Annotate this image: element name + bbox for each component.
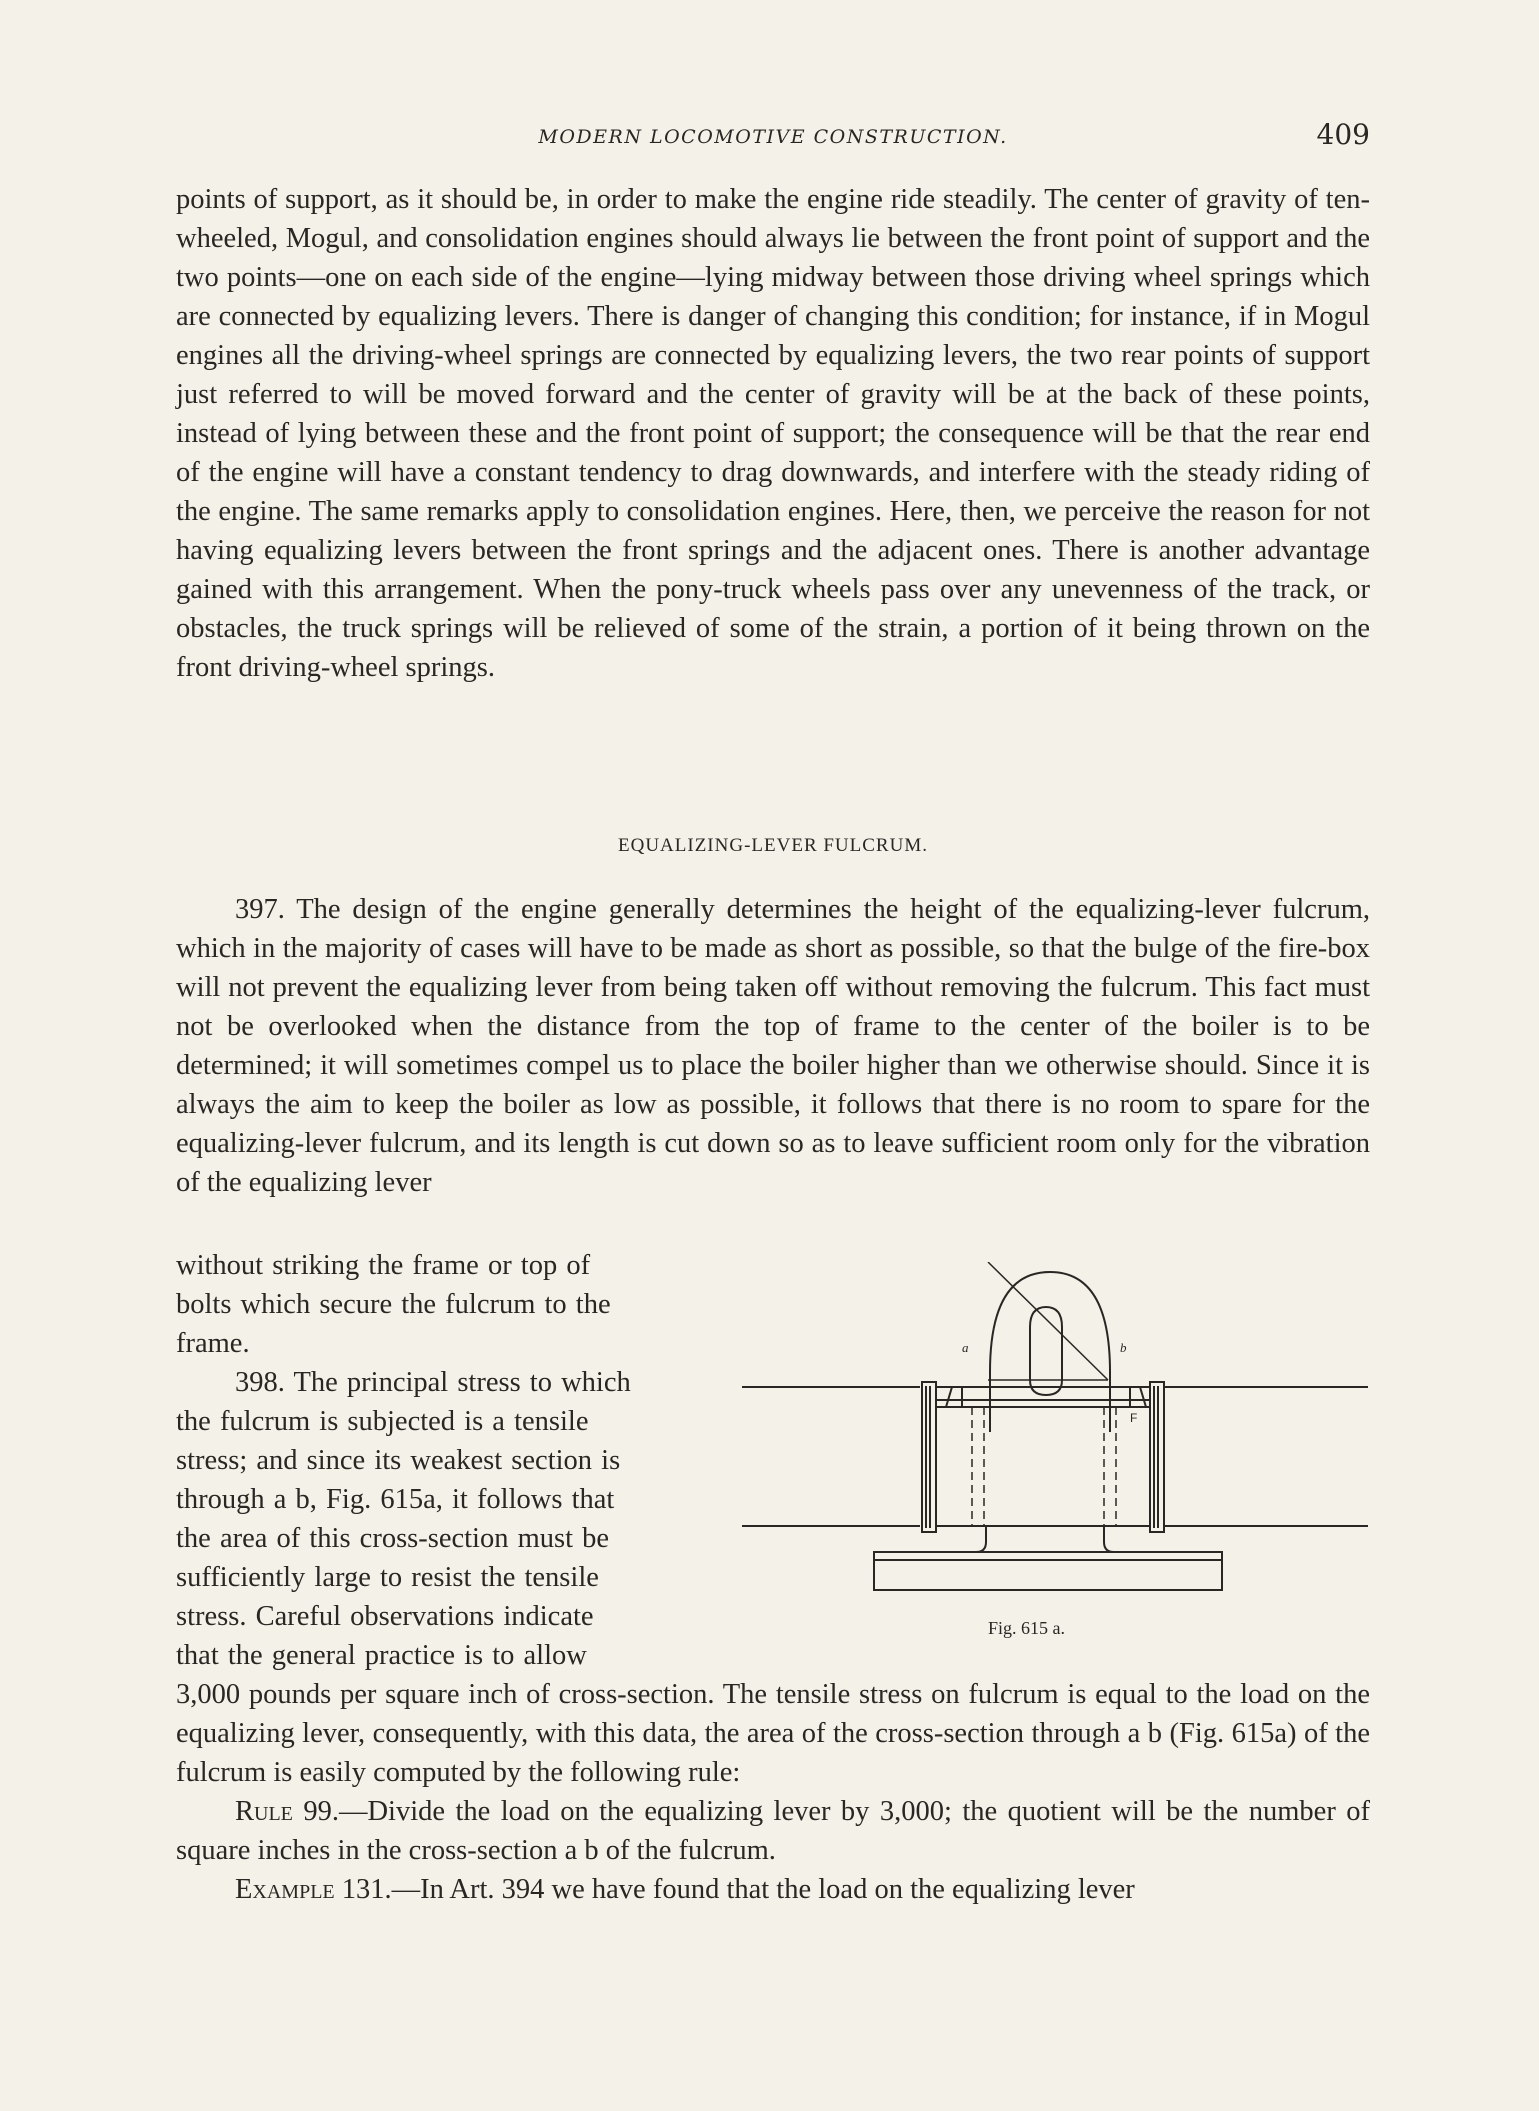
text-line: stress; and since its weakest section is bbox=[176, 1445, 621, 1476]
text-line: the fulcrum is subjected is a tensile bbox=[176, 1406, 589, 1437]
text-line: stress. Careful observations indicate bbox=[176, 1601, 594, 1632]
paragraph-398-continued bbox=[176, 1675, 1370, 1909]
paragraph-center-of-gravity bbox=[176, 180, 1370, 687]
text-line: frame. bbox=[176, 1328, 250, 1359]
frame-base-plate bbox=[874, 1552, 1222, 1590]
wrapped-text-column bbox=[176, 1246, 711, 1675]
fulcrum-right-foot bbox=[1130, 1387, 1146, 1407]
text-line: that the general practice is to allow bbox=[176, 1640, 587, 1671]
section-heading: EQUALIZING-LEVER FULCRUM. bbox=[618, 835, 928, 856]
label-f: F bbox=[1130, 1411, 1138, 1425]
label-b: b bbox=[1120, 1340, 1127, 1355]
figure-615a-fulcrum-diagram bbox=[740, 1262, 1372, 1652]
paragraph-text: 3,000 pounds per square inch of cross-section. The tensile stress on fulcrum is equal to the load on the equalizing lever, consequently, with this data, the area of the cross-section through a b (Fig. 615a) of the fulcrum is easily computed by the following rule: bbox=[176, 1679, 1370, 1788]
example-131 bbox=[176, 1870, 1370, 1909]
text-line: bolts which secure the fulcrum to the bbox=[176, 1289, 611, 1320]
page-number: 409 bbox=[1316, 118, 1370, 151]
section-line-ab bbox=[988, 1262, 1108, 1380]
paragraph-397 bbox=[176, 890, 1370, 1202]
example-text: 131.—In Art. 394 we have found that the load on the equalizing lever bbox=[341, 1874, 1135, 1905]
figure-caption: Fig. 615 a. bbox=[988, 1618, 1066, 1638]
page-header bbox=[176, 118, 1370, 158]
text-line: 398. The principal stress to which bbox=[235, 1367, 631, 1398]
rule-99 bbox=[176, 1792, 1370, 1870]
paragraph-text: points of support, as it should be, in order to make the engine ride steadily. The center of gravity of ten-wheeled, Mogul, and consolidation engines should always lie between the front point of support and the two points—one on each side of the engine—lying midway between those driving wheel springs which are connected by equalizing levers. There is danger of changing this condition; for instance, if in Mogul engines all the driving-wheel springs are connected by equalizing levers, the two rear points of support just referred to will be moved forward and the center of gravity will be at the back of these points, instead of lying between these and the front point of support; the consequence will be that the rear end of the engine will have a constant tendency to drag downwards, and interfere with the steady riding of the engine. The same remarks apply to consolidation engines. Here, then, we perceive the reason for not having equalizing levers between the front springs and the adjacent ones. There is another advantage gained with this arrangement. When the pony-truck wheels pass over any unevenness of the track, or obstacles, the truck springs will be relieved of some of the strain, a portion of it being thrown on the front driving-wheel springs. bbox=[176, 184, 1370, 683]
text-line: sufficiently large to resist the tensile bbox=[176, 1562, 599, 1593]
text-line: the area of this cross-section must be bbox=[176, 1523, 610, 1554]
paragraph-text: 397. The design of the engine generally determines the height of the equalizing-lever fulcrum, which in the majority of cases will have to be made as short as possible, so that the bulge of the fire-box will not prevent the equalizing lever from being taken off without removing the fulcrum. This fact must not be overlooked when the distance from the top of frame to the center of the boiler is to be determined; it will sometimes compel us to place the boiler higher than we otherwise should. Since it is always the aim to keep the boiler as low as possible, it follows that there is no room to spare for the equalizing-lever fulcrum, and its length is cut down so as to leave sufficient room only for the vibration of the equalizing lever bbox=[176, 894, 1370, 1198]
running-title: MODERN LOCOMOTIVE CONSTRUCTION. bbox=[538, 126, 1008, 148]
text-line: without striking the frame or top of bbox=[176, 1250, 591, 1281]
fulcrum-pin bbox=[1030, 1307, 1062, 1395]
example-label: Example bbox=[235, 1874, 335, 1905]
rule-text: 99.—Divide the load on the equalizing lever by 3,000; the quotient will be the number of square inches in the cross-section a b of the fulcrum. bbox=[176, 1796, 1370, 1866]
fulcrum-left-foot bbox=[946, 1387, 962, 1407]
label-a: a bbox=[962, 1340, 969, 1355]
rule-label: Rule bbox=[235, 1796, 293, 1827]
text-line: through a b, Fig. 615a, it follows that bbox=[176, 1484, 615, 1515]
bolt-head-right bbox=[1104, 1526, 1114, 1552]
bolt-head-left bbox=[976, 1526, 986, 1552]
